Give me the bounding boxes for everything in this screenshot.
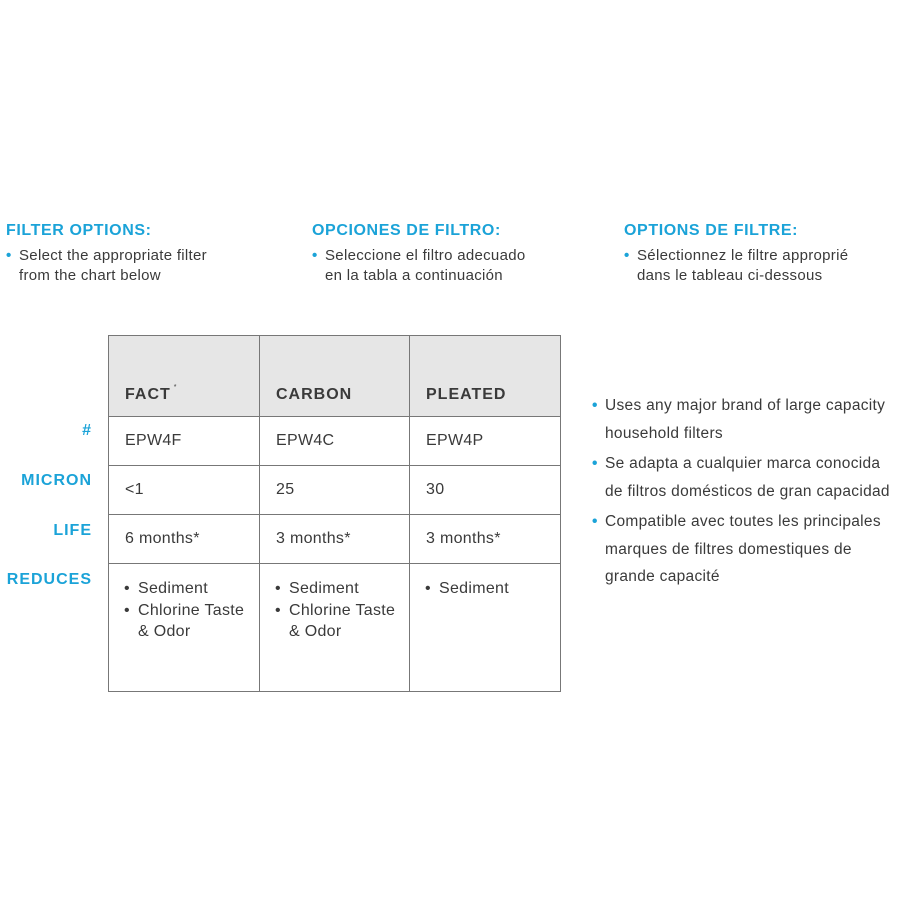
compatibility-note-en: • Uses any major brand of large capacity household filters: [592, 397, 886, 442]
cell-reduces-pleated: [410, 564, 561, 692]
row-label-reduces: REDUCES: [6, 571, 92, 588]
compatibility-notes: [592, 392, 897, 594]
row-label-life: LIFE: [53, 522, 92, 539]
list-item: • Chlorine Taste & Odor: [124, 601, 245, 640]
compatibility-note-fr: • Compatible avec toutes les principales marques de filtres domestiques de grande capacité: [592, 513, 881, 585]
filter-options-instruction-es: • Seleccione el filtro adecuado en la tabla a continuación: [312, 247, 526, 284]
cell-model-fact: EPW4F: [109, 417, 260, 466]
cell-life-pleated: 3 months*: [410, 515, 561, 564]
cell-micron-fact: <1: [109, 466, 260, 515]
list-item: • Sediment: [425, 580, 509, 597]
list-item: • Chlorine Taste & Odor: [275, 601, 396, 640]
filter-options-title-es: OPCIONES DE FILTRO:: [312, 222, 501, 239]
cell-life-carbon: 3 months*: [260, 515, 410, 564]
filter-options-fr: [624, 222, 900, 286]
filter-options-es: [312, 222, 602, 286]
cell-reduces-carbon: [260, 564, 410, 692]
cell-micron-pleated: 30: [410, 466, 561, 515]
cell-life-fact: 6 months*: [109, 515, 260, 564]
table-row-micron: [109, 466, 561, 515]
filter-options-en: [6, 222, 296, 286]
table-row-model: [109, 417, 561, 466]
table-row-life: [109, 515, 561, 564]
row-label-micron: MICRON: [21, 472, 92, 489]
cell-model-carbon: EPW4C: [260, 417, 410, 466]
list-item: • Sediment: [124, 580, 208, 597]
header-pleated: PLEATED: [410, 336, 561, 417]
row-label-number: #: [82, 422, 92, 439]
filter-options-instruction-en: • Select the appropriate filter from the chart below: [6, 247, 207, 284]
filter-options-instruction-fr: • Sélectionnez le filtre approprié dans le tableau ci-dessous: [624, 247, 849, 284]
cell-micron-carbon: 25: [260, 466, 410, 515]
compatibility-note-es: • Se adapta a cualquier marca conocida de filtros domésticos de gran capacidad: [592, 455, 890, 500]
table-row-reduces: [109, 564, 561, 692]
list-item: • Sediment: [275, 580, 359, 597]
cell-reduces-fact: [109, 564, 260, 692]
cell-model-pleated: EPW4P: [410, 417, 561, 466]
filter-comparison-table: [108, 335, 561, 692]
header-fact: FACT *: [109, 336, 260, 417]
header-carbon: CARBON: [260, 336, 410, 417]
filter-options-title-fr: OPTIONS DE FILTRE:: [624, 222, 799, 239]
table-header-row: [109, 336, 561, 417]
filter-options-title-en: FILTER OPTIONS:: [6, 222, 152, 239]
